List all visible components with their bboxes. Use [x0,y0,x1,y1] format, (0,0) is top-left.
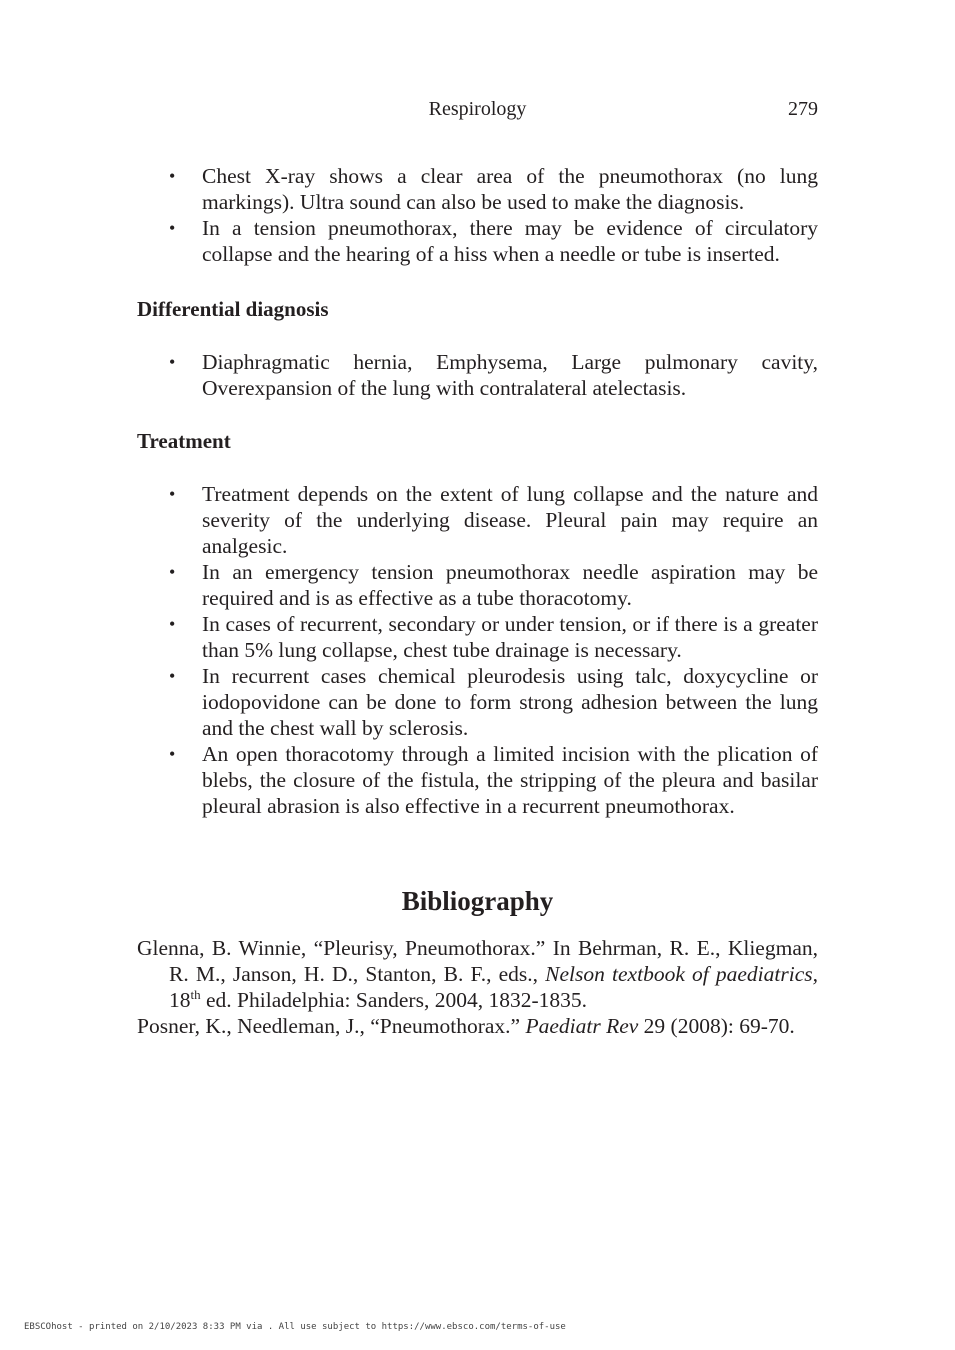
running-title: Respirology [428,98,527,120]
treatment-bullet-list [137,481,818,819]
print-footer: EBSCOhost - printed on 2/10/2023 8:33 PM via . All use subject to https://www.ebsco.com/terms-of-use [24,1322,566,1332]
list-item: • In a tension pneumothorax, there may be evidence of circulatory collapse and the hearing of a hiss when a needle or tube is inserted. [169,216,818,266]
bullet-icon: • [169,218,176,238]
list-item: • In recurrent cases chemical pleurodesis using talc, doxycycline or iodopovidone can be done to form strong adhesion between the lung and the chest wall by sclerosis. [169,664,818,740]
bibliography-entry: Posner, K., Needleman, J., “Pneumothorax.” Paediatr Rev 29 (2008): 69-70. [137,1014,795,1038]
differential-bullet-list [137,349,818,401]
bullet-icon: • [169,484,176,504]
list-item: • Diaphragmatic hernia, Emphysema, Large pulmonary cavity, Overexpansion of the lung with contralateral atelectasis. [169,350,818,400]
list-item: • An open thoracotomy through a limited incision with the plication of blebs, the closure of the fistula, the stripping of the pleura and basilar pleural abrasion is also effective in a recurrent pneumothorax. [169,742,818,818]
symptom-bullet-list [137,163,818,267]
bullet-icon: • [169,166,176,186]
list-item: • In cases of recurrent, secondary or under tension, or if there is a greater than 5% lung collapse, chest tube drainage is necessary. [169,612,818,662]
running-head [137,96,818,122]
bullet-icon: • [169,352,176,372]
bullet-icon: • [169,562,176,582]
bibliography-entry: Glenna, B. Winnie, “Pleurisy, Pneumothorax.” In Behrman, R. E., Kliegman, R. M., Janson, H. D., Stanton, B. F., eds., Nelson textbook of paediatrics, 18th ed. Philadelphia: Sanders, 2004, 1832-1835. [137,936,818,1012]
page-number: 279 [788,98,818,120]
bullet-icon: • [169,744,176,764]
bullet-icon: • [169,666,176,686]
bullet-icon: • [169,614,176,634]
differential-diagnosis-heading: Differential diagnosis [137,297,329,321]
list-item: • Chest X-ray shows a clear area of the pneumothorax (no lung markings). Ultra sound can also be used to make the diagnosis. [169,164,818,214]
list-item: • Treatment depends on the extent of lung collapse and the nature and severity of the underlying disease. Pleural pain may require an analgesic. [169,482,818,558]
list-item: • In an emergency tension pneumothorax needle aspiration may be required and is as effective as a tube thoracotomy. [169,560,818,610]
treatment-heading: Treatment [137,429,231,453]
bibliography-list [137,935,818,1039]
bibliography-title: Bibliography [401,886,554,916]
